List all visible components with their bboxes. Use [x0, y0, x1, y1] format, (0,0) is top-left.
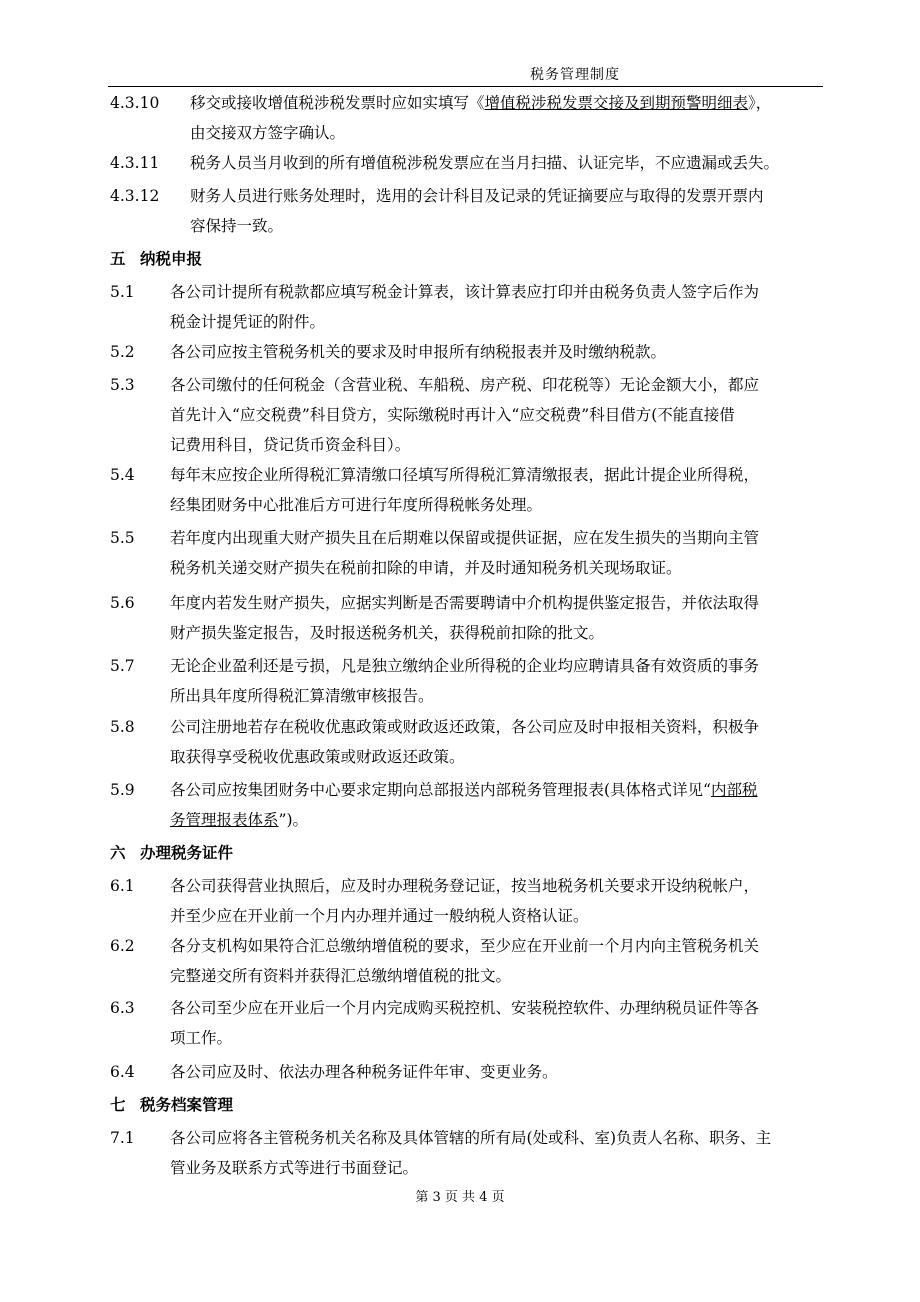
clause-line [190, 118, 840, 148]
page-footer: 第 3 页 共 4 页 [415, 1190, 505, 1205]
text-run: 公司注册地若存在税收优惠政策或财政返还政策，各公司应及时申报相关资料，积极争 [170, 718, 760, 736]
clause-line [170, 961, 820, 991]
text-run: 移交或接收增值税涉税发票时应如实填写《 [190, 94, 485, 112]
clause-text [190, 148, 840, 178]
clause-text [190, 88, 840, 148]
text-run: 各公司应将各主管税务机关名称及具体管辖的所有局(处或科、室)负责人名称、职务、主 [170, 1129, 772, 1147]
text-run: 》， [748, 94, 772, 112]
clause-text [170, 651, 820, 711]
clause-line [170, 742, 820, 772]
text-run: 所出具年度所得税汇算清缴审核报告。 [170, 687, 434, 705]
clause-number: 5.9 [110, 781, 135, 799]
text-run: 完整递交所有资料并获得汇总缴纳增值税的批文。 [170, 967, 512, 985]
clause-text [170, 370, 820, 460]
clause-line [190, 148, 840, 178]
clause-number: 5.8 [110, 718, 135, 736]
clause-text [170, 775, 820, 835]
section-title: 税务档案管理 [140, 1095, 234, 1114]
clause-number: 7.1 [110, 1129, 135, 1147]
text-run: 取获得享受税收优惠政策或财政返还政策。 [170, 748, 465, 766]
clause-text [190, 181, 840, 241]
text-run: 首先计入“应交税费”科目贷方，实际缴税时再计入“应交税费”科目借方(不能直接借 [170, 406, 735, 424]
clause-text [170, 337, 820, 367]
clause-text [170, 460, 820, 520]
clause-line [170, 901, 820, 931]
clause-line [170, 1153, 820, 1183]
text-run: 各公司至少应在开业后一个月内完成购买税控机、安装税控软件、办理纳税员证件等各 [170, 999, 760, 1017]
clause-line [170, 430, 820, 460]
clause-number: 5.2 [110, 343, 135, 361]
page-header-title: 税务管理制度 [530, 67, 620, 83]
clause-line [170, 931, 820, 961]
clause-line [170, 553, 820, 583]
text-run: ”)。 [278, 811, 308, 829]
clause-text [170, 871, 820, 931]
clause-line [170, 993, 820, 1023]
clause-number: 4.3.12 [110, 187, 160, 205]
text-run: 各公司计提所有税款都应填写税金计算表，该计算表应打印并由税务负责人签字后作为 [170, 283, 760, 301]
clause-line [170, 337, 820, 367]
clause-line [170, 618, 820, 648]
clause-line [190, 211, 840, 241]
text-run: 财务人员进行账务处理时，选用的会计科目及记录的凭证摘要应与取得的发票开票内 [190, 187, 764, 205]
clause-line [170, 460, 820, 490]
text-run: 年度内若发生财产损失，应据实判断是否需要聘请中介机构提供鉴定报告，并依法取得 [170, 594, 760, 612]
clause-text [170, 523, 820, 583]
clause-number: 5.4 [110, 466, 135, 484]
clause-text [170, 712, 820, 772]
clause-number: 5.7 [110, 657, 135, 675]
clause-text [170, 931, 820, 991]
section-title: 纳税申报 [140, 249, 203, 268]
clause-text [170, 588, 820, 648]
text-run: 财产损失鉴定报告，及时报送税务机关，获得税前扣除的批文。 [170, 624, 605, 642]
text-run: 由交接双方签字确认。 [190, 124, 346, 142]
clause-line [190, 88, 840, 118]
clause-line [170, 712, 820, 742]
text-run: 若年度内出现重大财产损失且在后期难以保留或提供证据，应在发生损失的当期向主管 [170, 529, 760, 547]
text-run: 税务人员当月收到的所有增值税涉税发票应在当月扫描、认证完毕，不应遗漏或丢失。 [190, 154, 780, 172]
clause-line [170, 651, 820, 681]
clause-line [170, 370, 820, 400]
clause-line [170, 1057, 820, 1087]
clause-line [190, 181, 840, 211]
clause-line [170, 871, 820, 901]
clause-number: 6.3 [110, 999, 135, 1017]
text-run: 税金计提凭证的附件。 [170, 313, 326, 331]
clause-number: 5.6 [110, 594, 135, 612]
text-run: 各公司获得营业执照后，应及时办理税务登记证，按当地税务机关要求开设纳税帐户， [170, 877, 760, 895]
section-title: 办理税务证件 [140, 843, 234, 862]
clause-text [170, 1123, 820, 1183]
clause-text [170, 993, 820, 1053]
section-number: 七 [110, 1095, 126, 1114]
text-run: 容保持一致。 [190, 217, 284, 235]
clause-number: 6.2 [110, 937, 135, 955]
text-run: 每年末应按企业所得税汇算清缴口径填写所得税汇算清缴报表，据此计提企业所得税， [170, 466, 760, 484]
clause-number: 4.3.10 [110, 94, 160, 112]
clause-number: 6.1 [110, 877, 135, 895]
text-run: 无论企业盈利还是亏损，凡是独立缴纳企业所得税的企业均应聘请具备有效资质的事务 [170, 657, 760, 675]
clause-number: 5.5 [110, 529, 135, 547]
text-run: 各公司缴付的任何税金（含营业税、车船税、房产税、印花税等）无论金额大小，都应 [170, 376, 760, 394]
section-heading [110, 838, 233, 868]
clause-line [170, 588, 820, 618]
text-run: 记费用科目，贷记货币资金科目）。 [170, 436, 411, 454]
text-run: 各公司应按主管税务机关的要求及时申报所有纳税报表并及时缴纳税款。 [170, 343, 667, 361]
clause-line [170, 681, 820, 711]
clause-text [170, 277, 820, 337]
text-run: 经集团财务中心批准后方可进行年度所得税帐务处理。 [170, 496, 543, 514]
clause-line [170, 307, 820, 337]
clause-line [170, 523, 820, 553]
text-run: 并至少应在开业前一个月内办理并通过一般纳税人资格认证。 [170, 907, 589, 925]
section-heading [110, 1090, 233, 1120]
clause-number: 5.1 [110, 283, 135, 301]
text-run: 税务机关递交财产损失在税前扣除的申请，并及时通知税务机关现场取证。 [170, 559, 682, 577]
clause-line [170, 1123, 820, 1153]
clause-line [170, 490, 820, 520]
section-number: 五 [110, 249, 126, 268]
clause-line [170, 400, 820, 430]
clause-line [170, 775, 820, 805]
text-run: 各分支机构如果符合汇总缴纳增值税的要求，至少应在开业前一个月内向主管税务机关 [170, 937, 760, 955]
underlined-reference: 内部税 [710, 781, 758, 799]
clause-line [170, 277, 820, 307]
section-number: 六 [110, 843, 126, 862]
text-run: 项工作。 [170, 1029, 233, 1047]
clause-number: 6.4 [110, 1063, 135, 1081]
clause-text [170, 1057, 820, 1087]
clause-number: 4.3.11 [110, 154, 160, 172]
clause-line [170, 1023, 820, 1053]
underlined-reference: 增值税涉税发票交接及到期预警明细表 [484, 94, 749, 112]
header-divider [108, 86, 823, 87]
text-run: 各公司应按集团财务中心要求定期向总部报送内部税务管理报表(具体格式详见“ [170, 781, 711, 799]
section-heading [110, 244, 202, 274]
underlined-reference: 务管理报表体系 [170, 811, 279, 829]
clause-number: 5.3 [110, 376, 135, 394]
clause-line [170, 805, 820, 835]
text-run: 管业务及联系方式等进行书面登记。 [170, 1159, 419, 1177]
text-run: 各公司应及时、依法办理各种税务证件年审、变更业务。 [170, 1063, 558, 1081]
